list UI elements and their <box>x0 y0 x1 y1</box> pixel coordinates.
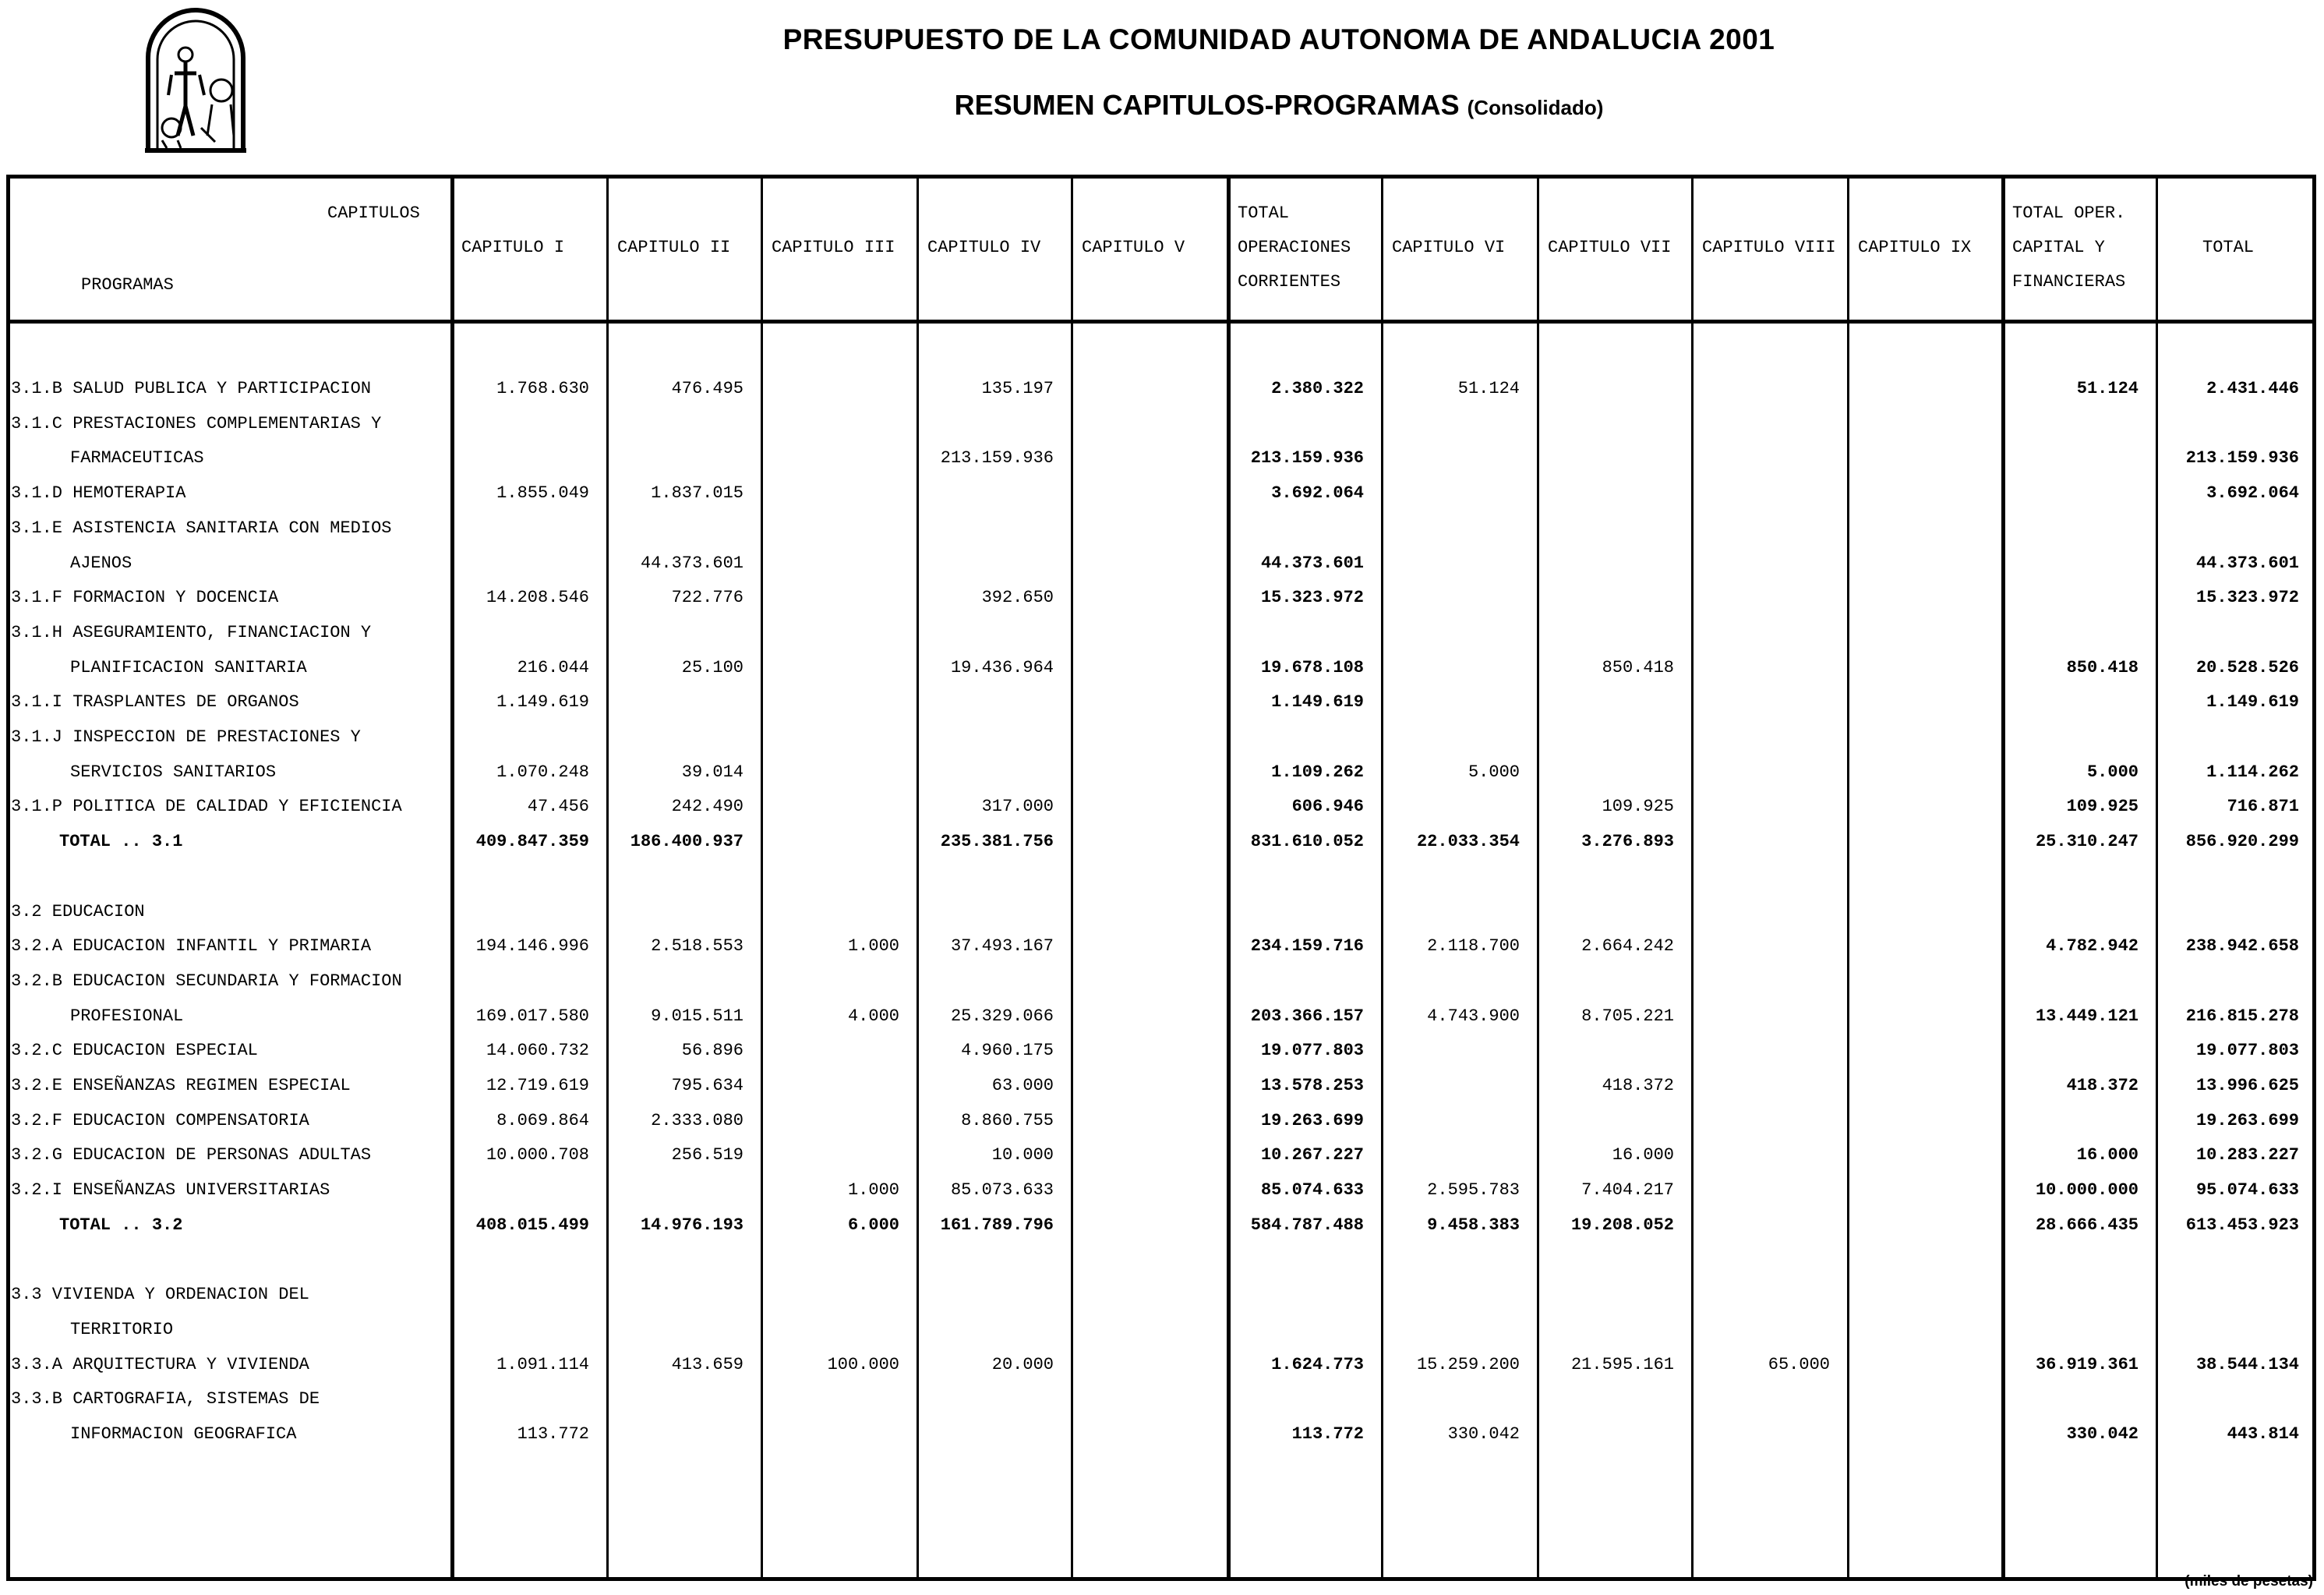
subtitle-text: RESUMEN CAPITULOS-PROGRAMAS <box>954 89 1460 121</box>
value-cell: 6.000 <box>847 1215 899 1235</box>
column-header: CORRIENTES <box>1238 272 1341 292</box>
value-cell: 37.493.167 <box>950 936 1054 957</box>
value-cell: 25.310.247 <box>2035 832 2139 852</box>
column-divider <box>1537 175 1539 1581</box>
value-cell: 194.146.996 <box>475 936 589 957</box>
value-cell: 1.109.262 <box>1271 762 1364 782</box>
value-cell: 238.942.658 <box>2185 936 2299 957</box>
value-cell: 161.789.796 <box>940 1215 1054 1235</box>
column-header: CAPITULO III <box>772 238 895 257</box>
value-cell: 4.960.175 <box>961 1041 1054 1061</box>
column-header: TOTAL OPER. <box>2012 203 2126 223</box>
value-cell: 8.860.755 <box>961 1110 1054 1130</box>
value-cell: 113.772 <box>517 1424 589 1444</box>
page-title: PRESUPUESTO DE LA COMUNIDAD AUTONOMA DE ANDALUCIA 2001 <box>782 23 1775 55</box>
value-cell: 10.000 <box>991 1145 1054 1165</box>
value-cell: 4.782.942 <box>2046 936 2139 957</box>
value-cell: 5.000 <box>1468 762 1520 782</box>
value-cell: 38.544.134 <box>2195 1354 2299 1374</box>
value-cell: 1.768.630 <box>496 379 589 398</box>
value-cell: 1.070.248 <box>496 762 589 782</box>
value-cell: 1.149.619 <box>1271 692 1364 713</box>
value-cell: 15.323.972 <box>2195 588 2299 608</box>
program-label: 3.1.H ASEGURAMIENTO, FINANCIACION Y <box>11 622 372 642</box>
value-cell: 16.000 <box>1612 1145 1674 1165</box>
column-divider <box>606 175 609 1581</box>
value-cell: 1.000 <box>847 1180 899 1201</box>
column-divider <box>917 175 919 1581</box>
value-cell: 242.490 <box>671 797 743 817</box>
column-header: CAPITULO IV <box>927 238 1041 257</box>
program-label: 3.3.B CARTOGRAFIA, SISTEMAS DE <box>11 1389 320 1409</box>
column-header: CAPITULO VI <box>1392 238 1506 257</box>
header-programas: PROGRAMAS <box>81 275 174 295</box>
value-cell: 409.847.359 <box>475 832 589 852</box>
value-cell: 13.449.121 <box>2035 1006 2139 1026</box>
value-cell: 25.329.066 <box>950 1006 1054 1026</box>
value-cell: 28.666.435 <box>2035 1215 2139 1235</box>
value-cell: 25.100 <box>681 657 743 677</box>
value-cell: 476.495 <box>671 379 743 398</box>
column-header: CAPITULO VIII <box>1702 238 1836 257</box>
value-cell: 15.259.200 <box>1416 1354 1520 1374</box>
value-cell: 317.000 <box>981 797 1054 817</box>
value-cell: 19.263.699 <box>2195 1110 2299 1130</box>
value-cell: 85.074.633 <box>1260 1180 1364 1201</box>
column-header: CAPITAL Y <box>2012 238 2105 257</box>
subtitle-note: (Consolidado) <box>1467 96 1604 119</box>
value-cell: 716.871 <box>2227 797 2299 817</box>
value-cell: 39.014 <box>681 762 743 782</box>
value-cell: 186.400.937 <box>630 832 743 852</box>
program-label: 3.1.C PRESTACIONES COMPLEMENTARIAS Y <box>11 413 382 433</box>
program-label: FARMACEUTICAS <box>70 448 204 469</box>
value-cell: 109.925 <box>2066 797 2139 817</box>
value-cell: 856.920.299 <box>2185 832 2299 852</box>
value-cell: 9.015.511 <box>651 1006 743 1026</box>
value-cell: 256.519 <box>671 1145 743 1165</box>
value-cell: 20.000 <box>991 1354 1054 1374</box>
value-cell: 216.044 <box>517 657 589 677</box>
value-cell: 2.664.242 <box>1581 936 1674 957</box>
value-cell: 418.372 <box>1602 1076 1674 1095</box>
value-cell: 10.000.708 <box>486 1145 589 1165</box>
value-cell: 216.815.278 <box>2185 1006 2299 1026</box>
value-cell: 5.000 <box>2086 762 2139 782</box>
value-cell: 20.528.526 <box>2195 657 2299 677</box>
program-label: INFORMACION GEOGRAFICA <box>70 1424 297 1444</box>
value-cell: 13.996.625 <box>2195 1076 2299 1095</box>
program-label: SERVICIOS SANITARIOS <box>70 762 277 782</box>
value-cell: 1.114.262 <box>2206 762 2299 782</box>
value-cell: 19.436.964 <box>950 657 1054 677</box>
value-cell: 1.149.619 <box>2206 692 2299 713</box>
value-cell: 15.323.972 <box>1260 588 1364 608</box>
value-cell: 19.077.803 <box>1260 1041 1364 1061</box>
column-divider <box>2156 175 2158 1581</box>
value-cell: 795.634 <box>671 1076 743 1095</box>
value-cell: 36.919.361 <box>2035 1354 2139 1374</box>
column-header: FINANCIERAS <box>2012 272 2126 292</box>
value-cell: 4.000 <box>847 1006 899 1026</box>
value-cell: 1.000 <box>847 936 899 957</box>
column-divider <box>1847 175 1849 1581</box>
value-cell: 2.333.080 <box>651 1110 743 1130</box>
program-label: TOTAL .. 3.1 <box>59 832 183 852</box>
value-cell: 2.118.700 <box>1427 936 1520 957</box>
value-cell: 12.719.619 <box>486 1076 589 1095</box>
value-cell: 22.033.354 <box>1416 832 1520 852</box>
program-label: 3.1.J INSPECCION DE PRESTACIONES Y <box>11 727 361 747</box>
value-cell: 9.458.383 <box>1427 1215 1520 1235</box>
value-cell: 413.659 <box>671 1354 743 1374</box>
header-capitulos: CAPITULOS <box>327 203 420 223</box>
value-cell: 203.366.157 <box>1250 1006 1364 1026</box>
value-cell: 8.069.864 <box>496 1110 589 1130</box>
value-cell: 135.197 <box>981 379 1054 398</box>
value-cell: 1.149.619 <box>496 692 589 713</box>
program-label: AJENOS <box>70 553 132 573</box>
page-subtitle <box>0 89 2324 122</box>
program-label: 3.1.E ASISTENCIA SANITARIA CON MEDIOS <box>11 518 392 538</box>
value-cell: 10.267.227 <box>1260 1145 1364 1165</box>
value-cell: 3.276.893 <box>1581 832 1674 852</box>
value-cell: 51.124 <box>2076 379 2139 398</box>
value-cell: 2.595.783 <box>1427 1180 1520 1201</box>
program-label: 3.1.I TRASPLANTES DE ORGANOS <box>11 692 299 713</box>
value-cell: 235.381.756 <box>940 832 1054 852</box>
value-cell: 16.000 <box>2076 1145 2139 1165</box>
column-header: CAPITULO II <box>617 238 731 257</box>
value-cell: 44.373.601 <box>1260 553 1364 573</box>
value-cell: 169.017.580 <box>475 1006 589 1026</box>
column-header: CAPITULO V <box>1082 238 1185 257</box>
value-cell: 65.000 <box>1768 1354 1830 1374</box>
value-cell: 47.456 <box>527 797 589 817</box>
program-label: 3.2.C EDUCACION ESPECIAL <box>11 1041 258 1061</box>
value-cell: 408.015.499 <box>475 1215 589 1235</box>
program-label: TOTAL .. 3.2 <box>59 1215 183 1235</box>
value-cell: 56.896 <box>681 1041 743 1061</box>
value-cell: 831.610.052 <box>1250 832 1364 852</box>
value-cell: 13.578.253 <box>1260 1076 1364 1095</box>
value-cell: 14.208.546 <box>486 588 589 608</box>
value-cell: 19.263.699 <box>1260 1110 1364 1130</box>
column-header: TOTAL <box>2202 238 2255 257</box>
value-cell: 2.518.553 <box>651 936 743 957</box>
program-label: 3.1.D HEMOTERAPIA <box>11 483 186 504</box>
value-cell: 443.814 <box>2227 1424 2299 1444</box>
value-cell: 14.060.732 <box>486 1041 589 1061</box>
value-cell: 1.624.773 <box>1271 1354 1364 1374</box>
program-label: TERRITORIO <box>70 1319 174 1339</box>
column-divider <box>1381 175 1383 1581</box>
value-cell: 213.159.936 <box>2185 448 2299 469</box>
header-separator <box>6 320 2316 324</box>
value-cell: 584.787.488 <box>1250 1215 1364 1235</box>
value-cell: 44.373.601 <box>640 553 743 573</box>
value-cell: 7.404.217 <box>1581 1180 1674 1201</box>
value-cell: 19.208.052 <box>1570 1215 1674 1235</box>
value-cell: 392.650 <box>981 588 1054 608</box>
program-label: 3.3.A ARQUITECTURA Y VIVIENDA <box>11 1354 309 1374</box>
column-header: CAPITULO I <box>461 238 565 257</box>
value-cell: 113.772 <box>1291 1424 1364 1444</box>
value-cell: 44.373.601 <box>2195 553 2299 573</box>
value-cell: 3.692.064 <box>1271 483 1364 504</box>
program-label: 3.1.P POLITICA DE CALIDAD Y EFICIENCIA <box>11 797 402 817</box>
value-cell: 1.837.015 <box>651 483 743 504</box>
column-header: OPERACIONES <box>1238 238 1351 257</box>
column-divider <box>1691 175 1694 1581</box>
value-cell: 8.705.221 <box>1581 1006 1674 1026</box>
value-cell: 3.692.064 <box>2206 483 2299 504</box>
value-cell: 14.976.193 <box>640 1215 743 1235</box>
column-header: TOTAL <box>1238 203 1290 223</box>
value-cell: 19.077.803 <box>2195 1041 2299 1061</box>
value-cell: 2.431.446 <box>2206 379 2299 398</box>
value-cell: 606.946 <box>1291 797 1364 817</box>
program-label: 3.1.F FORMACION Y DOCENCIA <box>11 588 279 608</box>
value-cell: 109.925 <box>1602 797 1674 817</box>
value-cell: 330.042 <box>1447 1424 1520 1444</box>
value-cell: 1.091.114 <box>496 1354 589 1374</box>
value-cell: 19.678.108 <box>1260 657 1364 677</box>
value-cell: 213.159.936 <box>1250 448 1364 469</box>
column-divider <box>1071 175 1073 1581</box>
value-cell: 330.042 <box>2066 1424 2139 1444</box>
value-cell: 95.074.633 <box>2195 1180 2299 1201</box>
program-label: 3.2.G EDUCACION DE PERSONAS ADULTAS <box>11 1145 372 1165</box>
value-cell: 85.073.633 <box>950 1180 1054 1201</box>
value-cell: 63.000 <box>991 1076 1054 1095</box>
value-cell: 213.159.936 <box>940 448 1054 469</box>
value-cell: 234.159.716 <box>1250 936 1364 957</box>
column-divider <box>761 175 763 1581</box>
value-cell: 21.595.161 <box>1570 1354 1674 1374</box>
value-cell: 722.776 <box>671 588 743 608</box>
program-label: PROFESIONAL <box>70 1006 184 1026</box>
column-header: CAPITULO VII <box>1548 238 1672 257</box>
value-cell: 613.453.923 <box>2185 1215 2299 1235</box>
value-cell: 100.000 <box>827 1354 899 1374</box>
column-header: CAPITULO IX <box>1858 238 1972 257</box>
value-cell: 850.418 <box>2066 657 2139 677</box>
value-cell: 418.372 <box>2066 1076 2139 1095</box>
program-label: 3.2 EDUCACION <box>11 901 145 921</box>
program-label: PLANIFICACION SANITARIA <box>70 657 307 677</box>
program-label: 3.2.A EDUCACION INFANTIL Y PRIMARIA <box>11 936 372 957</box>
program-label: 3.3 VIVIENDA Y ORDENACION DEL <box>11 1285 309 1305</box>
program-label: 3.2.I ENSEÑANZAS UNIVERSITARIAS <box>11 1180 330 1201</box>
value-cell: 51.124 <box>1457 379 1520 398</box>
value-cell: 2.380.322 <box>1271 379 1364 398</box>
value-cell: 850.418 <box>1602 657 1674 677</box>
program-label: 3.2.B EDUCACION SECUNDARIA Y FORMACION <box>11 971 402 991</box>
program-label: 3.1.B SALUD PUBLICA Y PARTICIPACION <box>11 379 372 398</box>
value-cell: 4.743.900 <box>1427 1006 1520 1026</box>
value-cell: 10.000.000 <box>2035 1180 2139 1201</box>
value-cell: 10.283.227 <box>2195 1145 2299 1165</box>
value-cell: 1.855.049 <box>496 483 589 504</box>
program-label: 3.2.F EDUCACION COMPENSATORIA <box>11 1110 309 1130</box>
units-note: (miles de pesetas) <box>2184 1573 2313 1590</box>
program-label: 3.2.E ENSEÑANZAS REGIMEN ESPECIAL <box>11 1076 351 1095</box>
